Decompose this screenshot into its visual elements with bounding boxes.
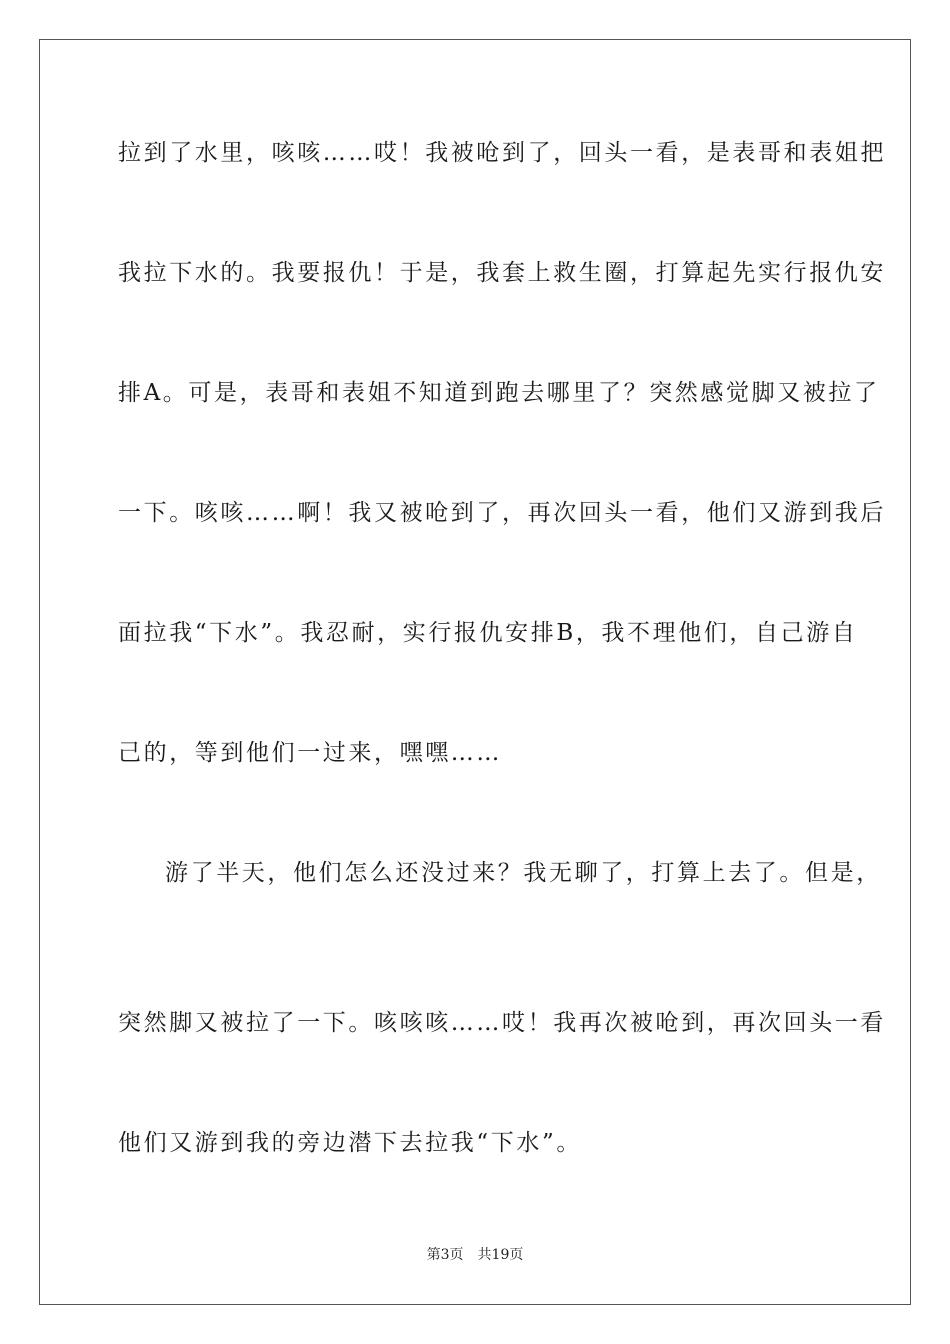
paragraph-line-8: 突然脚又被拉了一下。咳咳咳……哎！我再次被呛到，再次回头一看	[118, 1010, 886, 1036]
page-border	[39, 39, 911, 1305]
paragraph-line-2: 我拉下水的。我要报仇！于是，我套上救生圈，打算起先实行报仇安	[118, 260, 886, 286]
paragraph-line-1: 拉到了水里，咳咳……哎！我被呛到了，回头一看，是表哥和表姐把	[118, 140, 886, 166]
paragraph-line-5: 面拉我“下水”。我忍耐，实行报仇安排B，我不理他们，自己游自	[118, 620, 858, 646]
paragraph-line-3: 排A。可是，表哥和表姐不知道到跑去哪里了？突然感觉脚又被拉了	[118, 380, 880, 406]
paragraph-line-6: 己的，等到他们一过来，嘿嘿……	[118, 740, 502, 766]
page-number-footer: 第3页 共19页	[426, 1247, 524, 1263]
paragraph-line-4: 一下。咳咳……啊！我又被呛到了，再次回头一看，他们又游到我后	[118, 500, 886, 526]
paragraph-line-9: 他们又游到我的旁边潜下去拉我“下水”。	[118, 1130, 582, 1156]
paragraph-line-7: 游了半天，他们怎么还没过来？我无聊了，打算上去了。但是，	[165, 860, 882, 886]
